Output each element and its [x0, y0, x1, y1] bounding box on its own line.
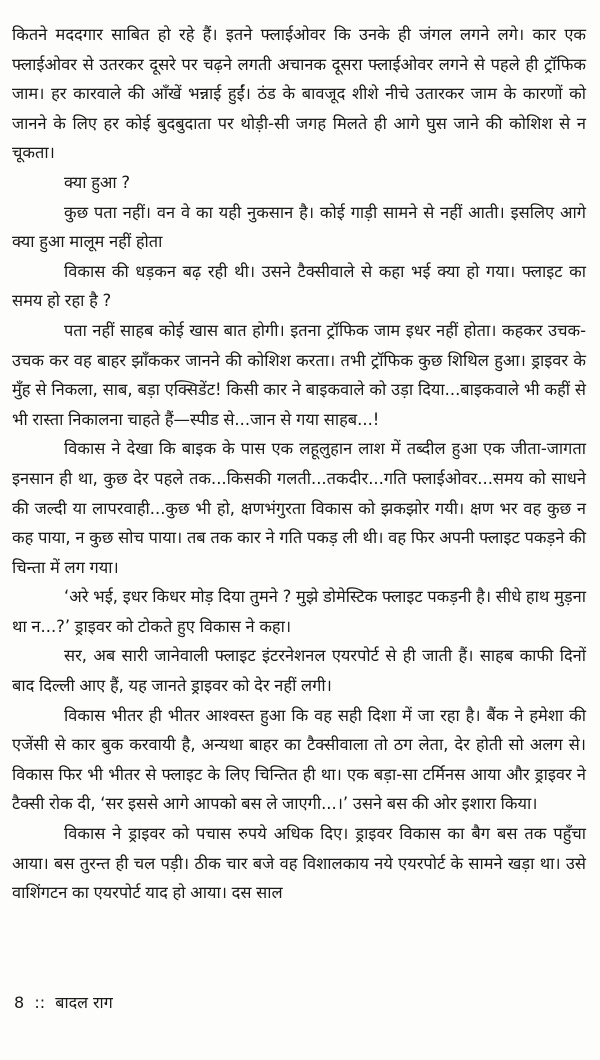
paragraph-2: क्या हुआ ?	[64, 172, 131, 192]
paragraph-3: कुछ पता नहीं। वन वे का यही नुकसान है। कोई गाड़ी सामने से नहीं आती। इसलिए आगे क्या हुआ मालूम नहीं होता	[12, 202, 586, 252]
paragraph-8: सर, अब सारी जानेवाली फ्लाइट इंटरनेशनल एयरपोर्ट से ही जाती हैं। साहब काफी दिनों बाद दिल्ली आए हैं, यह जानते ड्राइवर को देर नहीं लगी।	[12, 646, 586, 696]
paragraph-1: कितने मददगार साबित हो रहे हैं। इतने फ्लाईओवर कि उनके ही जंगल लगने लगे। कार एक फ्लाईओवर से उतरकर दूसरे पर चढ़ने लगती अचानक दूसरा फ्लाईओवर लगने से पहले ही ट्रॉफिक जाम। हर कारवाले की आँखें भन्नाई हुईं। ठंड के बावजूद शीशे नीचे उतारकर जाम के कारणों को जानने के लिए हर कोई बुदबुदाता पर थोड़ी-सी जगह मिलते ही आगे घुस जाने की कोशिश से न चूकता।	[12, 25, 586, 163]
paragraph-7: ‘अरे भई, इधर किधर मोड़ दिया तुमने ? मुझे डोमेस्टिक फ्लाइट पकड़नी है। सीधे हाथ मुड़ना था न...?’ ड्राइवर को टोकते हुए विकास ने कहा।	[12, 587, 586, 636]
paragraph-5: पता नहीं साहब कोई खास बात होगी। इतना ट्रॉफिक जाम इधर नहीं होता। कहकर उचक-उचक कर वह बाहर झाँककर जानने की कोशिश करता। तभी ट्रॉफिक कुछ शिथिल हुआ। ड्राइवर के मुँह से निकला, साब, बड़ा एक्सिडेंट! किसी कार ने बाइकवाले को उड़ा दिया...बाइकवाले भी कहीं से भी रास्ता निकालना चाहते हैं—स्पीड से...जान से गया साहब...!	[12, 320, 586, 429]
paragraph-10: विकास ने ड्राइवर को पचास रुपये अधिक दिए। ड्राइवर विकास का बैग बस तक पहुँचा आया। बस तुरन्त ही चल पड़ी। ठीक चार बजे वह विशालकाय नये एयरपोर्ट के सामने खड़ा था। उसे वाशिंगटन का एयरपोर्ट याद हो आया। दस साल	[12, 824, 586, 903]
paragraph-4: विकास की धड़कन बढ़ रही थी। उसने टैक्सीवाले से कहा भई क्या हो गया। फ्लाइट का समय हो रहा है ?	[12, 261, 586, 311]
paragraph-6: विकास ने देखा कि बाइक के पास एक लहूलुहान लाश में तब्दील हुआ एक जीता-जागता इनसान ही था, कुछ देर पहले तक...किसकी गलती...तकदीर...गति फ्लाईओवर...समय को साधने की जल्दी या लापरवाही...कुछ भी हो, क्षणभंगुरता विकास को झकझोर गयी। क्षण भर वह कुछ न कह पाया, न कुछ सोच पाया। तब तक कार ने गति पकड़ ली थी। वह फिर अपनी फ्लाइट पकड़ने की चिन्ता में लग गया।	[12, 439, 586, 577]
body-text	[12, 20, 586, 908]
page-footer: 8 :: बादल राग	[14, 993, 113, 1012]
paragraph-9: विकास भीतर ही भीतर आश्वस्त हुआ कि वह सही दिशा में जा रहा है। बैंक ने हमेशा की एजेंसी से कार बुक करवायी है, अन्यथा बाहर का टैक्सीवाला तो ठग लेता, देर होती सो अलग से। विकास फिर भी भीतर से फ्लाइट के लिए चिन्तित ही था। एक बड़ा-सा टर्मिनस आया और ड्राइवर ने टैक्सी रोक दी, ‘सर इससे आगे आपको बस ले जाएगी...।’ उसने बस की ओर इशारा किया।	[12, 705, 586, 814]
